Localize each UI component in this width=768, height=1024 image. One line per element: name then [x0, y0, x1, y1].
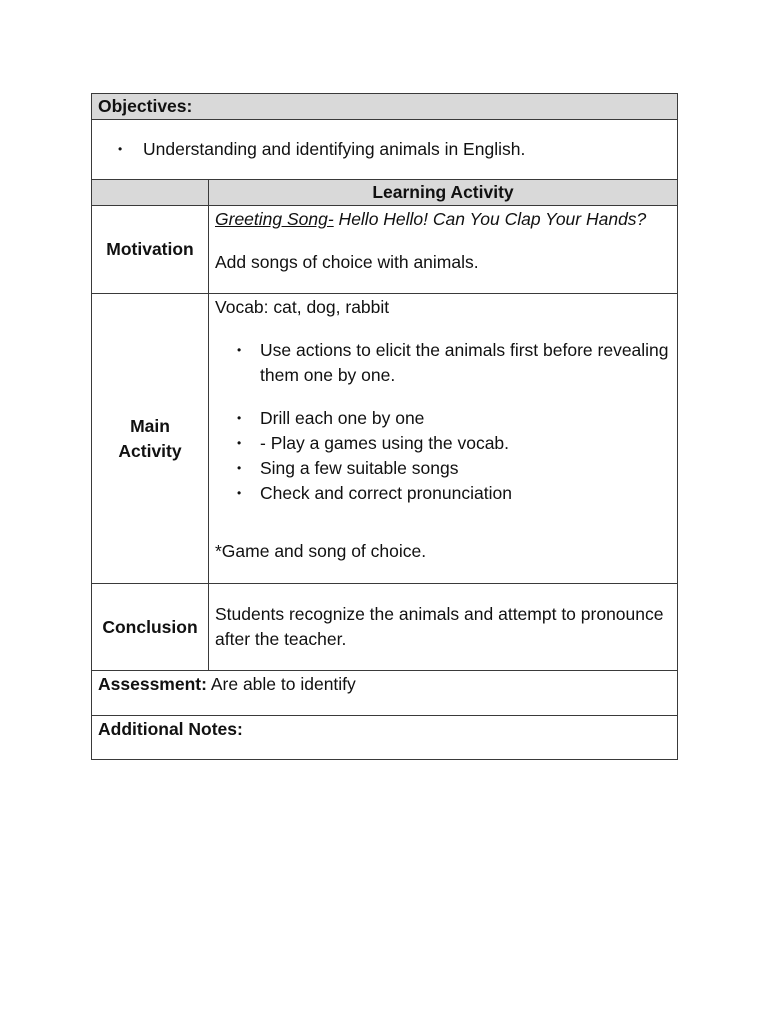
main-activity-label: Main Activity — [92, 294, 209, 584]
lesson-plan-table — [91, 93, 678, 760]
list-item: • Sing a few suitable songs — [215, 456, 671, 481]
objective-item: • Understanding and identifying animals in English. — [92, 137, 677, 162]
additional-notes-label: Additional Notes: — [92, 716, 678, 760]
list-item: • - Play a games using the vocab. — [215, 431, 671, 456]
vocab-line: Vocab: cat, dog, rabbit — [215, 297, 390, 317]
conclusion-text: Students recognize the animals and attempt to pronounce after the teacher. — [209, 584, 678, 671]
conclusion-row — [92, 584, 678, 671]
objectives-heading: Objectives: — [92, 94, 678, 120]
greeting-song-title: Greeting Song- — [215, 209, 334, 229]
motivation-line: Add songs of choice with animals. — [215, 252, 479, 272]
motivation-content — [209, 206, 678, 294]
list-item: • Use actions to elicit the animals first before revealing them one by one. — [215, 338, 671, 388]
main-activity-note: *Game and song of choice. — [215, 541, 427, 561]
assessment-cell — [92, 671, 678, 716]
objectives-body-row — [92, 120, 678, 180]
motivation-row — [92, 206, 678, 294]
learning-activity-heading: Learning Activity — [209, 180, 678, 206]
motivation-label: Motivation — [92, 206, 209, 294]
assessment-label: Assessment: — [98, 674, 207, 694]
main-activity-list-second — [215, 406, 671, 506]
additional-notes-row — [92, 716, 678, 760]
assessment-text: Are able to identify — [206, 674, 356, 694]
main-activity-list-first — [215, 338, 671, 388]
conclusion-label: Conclusion — [92, 584, 209, 671]
main-activity-content — [209, 294, 678, 584]
learning-activity-blank-cell — [92, 180, 209, 206]
list-item: • Drill each one by one — [215, 406, 671, 431]
objectives-body — [92, 120, 678, 180]
greeting-song-line — [215, 207, 671, 232]
learning-activity-header-row — [92, 180, 678, 206]
objectives-list — [92, 120, 677, 162]
objectives-header-row — [92, 94, 678, 120]
list-item: • Check and correct pronunciation — [215, 481, 671, 506]
assessment-row — [92, 671, 678, 716]
main-activity-row — [92, 294, 678, 584]
greeting-song-lyric: Hello Hello! Can You Clap Your Hands? — [333, 209, 647, 229]
